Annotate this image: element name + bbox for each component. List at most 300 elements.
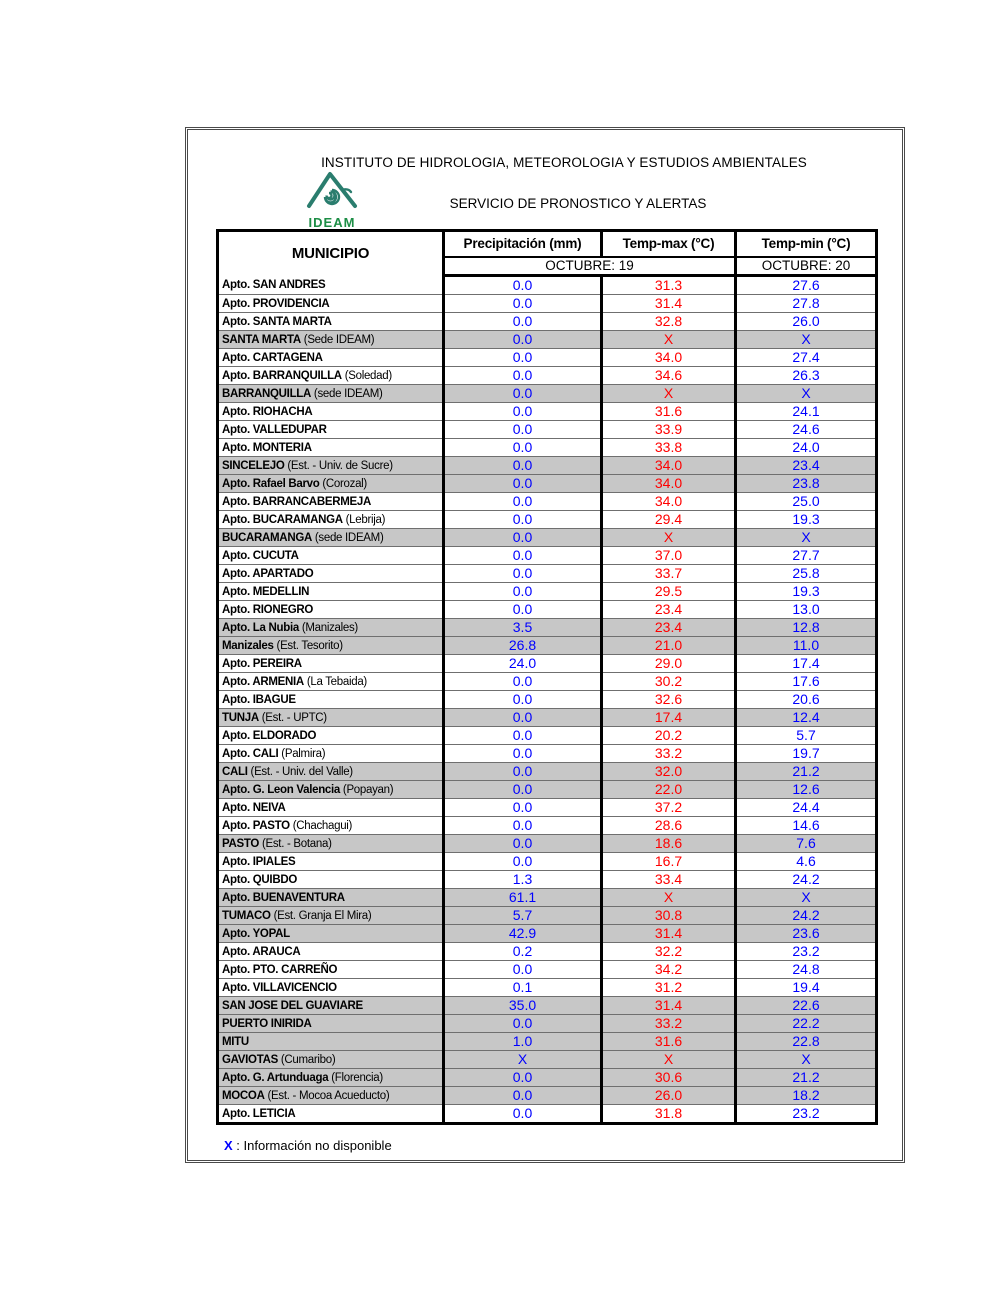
municipio-name: Apto. ARMENIA [222,675,304,688]
municipio-cell [218,547,444,565]
municipio-name: Apto. SANTA MARTA [222,315,332,328]
table-row [218,331,877,349]
table-row [218,1087,877,1105]
precip-value: 0.0 [444,745,602,763]
table-row [218,781,877,799]
precip-value: 0.0 [444,1069,602,1087]
precip-value: 1.0 [444,1033,602,1051]
municipio-name: Apto. IPIALES [222,855,296,868]
column-header-municipio: MUNICIPIO [218,231,444,276]
tmax-value: 30.2 [602,673,736,691]
municipio-note: (sede IDEAM) [311,387,383,400]
municipio-cell [218,313,444,331]
precip-value: 0.0 [444,853,602,871]
tmax-value: 31.8 [602,1105,736,1124]
municipio-cell [218,889,444,907]
precip-value: 0.0 [444,313,602,331]
table-row [218,349,877,367]
municipio-cell [218,403,444,421]
municipio-cell [218,1087,444,1105]
municipio-note: (Palmira) [278,747,326,760]
tmax-value: 29.0 [602,655,736,673]
precip-value: 0.0 [444,421,602,439]
tmin-value: 23.2 [736,943,877,961]
tmax-value: 28.6 [602,817,736,835]
tmin-value: 18.2 [736,1087,877,1105]
tmax-value: 21.0 [602,637,736,655]
tmin-value: 22.8 [736,1033,877,1051]
precip-value: 26.8 [444,637,602,655]
tmax-value: 23.4 [602,601,736,619]
table-row [218,1033,877,1051]
municipio-note: (La Tebaida) [303,675,367,688]
table-row [218,943,877,961]
tmax-value: 37.0 [602,547,736,565]
tmin-value: 21.2 [736,1069,877,1087]
table-row [218,1051,877,1069]
precip-value: 0.0 [444,727,602,745]
precip-value: 0.0 [444,493,602,511]
municipio-cell [218,529,444,547]
tmax-value: X [602,331,736,349]
municipio-name: Apto. RIONEGRO [222,603,313,616]
tmin-value: X [736,1051,877,1069]
municipio-cell [218,385,444,403]
tmin-value: 13.0 [736,601,877,619]
tmin-value: X [736,529,877,547]
municipio-cell [218,1051,444,1069]
tmin-value: 5.7 [736,727,877,745]
tmin-value: 22.2 [736,1015,877,1033]
municipio-note: (Est. - Mocoa Acueducto) [264,1089,390,1102]
municipio-name: Apto. G. Artunduaga [222,1071,329,1084]
precip-value: 0.0 [444,385,602,403]
table-row [218,276,877,295]
municipio-cell [218,367,444,385]
municipio-cell [218,619,444,637]
tmin-value: 19.4 [736,979,877,997]
municipio-cell [218,997,444,1015]
municipio-cell [218,907,444,925]
precip-value: 0.0 [444,439,602,457]
tmax-value: 20.2 [602,727,736,745]
table-row [218,673,877,691]
tmax-value: 31.4 [602,997,736,1015]
municipio-name: Apto. SAN ANDRES [222,278,326,291]
table-row [218,295,877,313]
tmin-value: 24.4 [736,799,877,817]
tmax-value: 16.7 [602,853,736,871]
tmin-value: 25.8 [736,565,877,583]
municipio-cell [218,943,444,961]
table-row [218,457,877,475]
table-row [218,439,877,457]
tmax-value: 31.4 [602,295,736,313]
tmin-value: 12.8 [736,619,877,637]
municipio-name: MITU [222,1035,249,1048]
municipio-note: (Soledad) [341,369,392,382]
precip-value: 0.0 [444,529,602,547]
tmax-value: 34.0 [602,493,736,511]
tmin-value: X [736,331,877,349]
table-row [218,799,877,817]
date-header-octubre-19: OCTUBRE: 19 [444,257,736,276]
municipio-name: Apto. La Nubia [222,621,299,634]
precip-value: 0.0 [444,763,602,781]
municipio-note: (Est. - UPTC) [258,711,327,724]
precip-value: 1.3 [444,871,602,889]
table-row [218,637,877,655]
municipio-cell [218,709,444,727]
municipio-cell [218,871,444,889]
precip-value: 0.0 [444,583,602,601]
precip-value: 0.0 [444,835,602,853]
table-row [218,1105,877,1124]
municipio-cell [218,691,444,709]
table-row [218,979,877,997]
municipio-name: Apto. LETICIA [222,1107,296,1120]
tmin-value: 26.3 [736,367,877,385]
tmin-value: 19.7 [736,745,877,763]
precip-value: 0.0 [444,709,602,727]
municipio-note: (Corozal) [319,477,367,490]
municipio-name: Apto. VILLAVICENCIO [222,981,337,994]
municipio-cell [218,853,444,871]
precip-value: 0.0 [444,799,602,817]
precip-value: 42.9 [444,925,602,943]
municipio-name: Apto. IBAGUE [222,693,296,706]
tmax-value: 31.4 [602,925,736,943]
precip-value: 0.0 [444,331,602,349]
tmax-value: 34.2 [602,961,736,979]
tmin-value: 17.6 [736,673,877,691]
tmax-value: 34.0 [602,457,736,475]
tmax-value: 26.0 [602,1087,736,1105]
tmin-value: 27.4 [736,349,877,367]
municipio-cell [218,349,444,367]
municipio-name: Apto. APARTADO [222,567,314,580]
precip-value: 0.1 [444,979,602,997]
tmin-value: 17.4 [736,655,877,673]
tmax-value: X [602,385,736,403]
table-row [218,727,877,745]
table-row [218,835,877,853]
tmax-value: 33.9 [602,421,736,439]
tmin-value: 7.6 [736,835,877,853]
tmin-value: 26.0 [736,313,877,331]
municipio-cell [218,673,444,691]
municipio-name: Manizales [222,639,274,652]
municipio-name: Apto. ARAUCA [222,945,301,958]
municipio-note: (Florencia) [328,1071,383,1084]
table-row [218,367,877,385]
tmin-value: 23.8 [736,475,877,493]
municipio-name: PASTO [222,837,260,850]
precip-value: 0.0 [444,601,602,619]
municipio-note: (Est. - Univ. de Sucre) [284,459,393,472]
precip-value: 0.0 [444,295,602,313]
municipio-name: Apto. BARRANCABERMEJA [222,495,371,508]
tmin-value: 24.6 [736,421,877,439]
tmax-value: 31.3 [602,276,736,295]
tmin-value: 11.0 [736,637,877,655]
tmax-value: 32.6 [602,691,736,709]
table-row [218,763,877,781]
report-frame [185,127,905,1163]
municipio-cell [218,421,444,439]
table-row [218,421,877,439]
tmin-value: 27.8 [736,295,877,313]
tmin-value: 14.6 [736,817,877,835]
tmin-value: 27.7 [736,547,877,565]
tmax-value: 37.2 [602,799,736,817]
municipio-cell [218,475,444,493]
municipio-cell [218,781,444,799]
table-body [218,276,877,1124]
ideam-logo-icon [306,168,358,219]
tmin-value: X [736,385,877,403]
municipio-name: Apto. G. Leon Valencia [222,783,341,796]
municipio-cell [218,745,444,763]
column-header-temp-min: Temp-min (°C) [736,231,877,257]
table-row [218,385,877,403]
tmax-value: 34.0 [602,349,736,367]
table-row [218,871,877,889]
precip-value: 0.0 [444,817,602,835]
tmin-value: 12.4 [736,709,877,727]
tmax-value: 33.8 [602,439,736,457]
precip-value: 0.0 [444,349,602,367]
tmin-value: 4.6 [736,853,877,871]
tmax-value: 18.6 [602,835,736,853]
table-row [218,907,877,925]
municipio-cell [218,655,444,673]
municipio-name: TUMACO [222,909,271,922]
precip-value: 0.0 [444,457,602,475]
tmax-value: 31.6 [602,1033,736,1051]
table-row [218,511,877,529]
tmax-value: 32.8 [602,313,736,331]
tmax-value: X [602,529,736,547]
tmax-value: 34.6 [602,367,736,385]
tmin-value: 24.2 [736,871,877,889]
tmax-value: 29.5 [602,583,736,601]
tmax-value: 30.6 [602,1069,736,1087]
tmax-value: 31.6 [602,403,736,421]
municipio-note: (Popayan) [340,783,394,796]
date-header-octubre-20: OCTUBRE: 20 [736,257,877,276]
municipio-name: CALI [222,765,248,778]
tmin-value: X [736,889,877,907]
municipio-cell [218,1105,444,1124]
tmax-value: 33.4 [602,871,736,889]
tmax-value: X [602,1051,736,1069]
municipio-note: (Est. Granja El Mira) [270,909,372,922]
municipio-cell [218,1015,444,1033]
municipio-name: GAVIOTAS [222,1053,278,1066]
municipio-name: Apto. MONTERIA [222,441,312,454]
table-row [218,817,877,835]
municipio-name: SAN JOSE DEL GUAVIARE [222,999,363,1012]
municipio-name: Apto. PEREIRA [222,657,302,670]
tmax-value: 33.2 [602,1015,736,1033]
tmin-value: 23.4 [736,457,877,475]
municipio-name: TUNJA [222,711,259,724]
page-subtitle: SERVICIO DE PRONOSTICO Y ALERTAS [449,196,707,211]
precip-value: 35.0 [444,997,602,1015]
tmax-value: 31.2 [602,979,736,997]
municipio-note: (Sede IDEAM) [300,333,375,346]
table-row [218,997,877,1015]
municipio-name: BARRANQUILLA [222,387,312,400]
tmax-value: 32.0 [602,763,736,781]
municipio-cell [218,979,444,997]
table-row [218,1015,877,1033]
tmin-value: 24.8 [736,961,877,979]
precip-value: 0.0 [444,1087,602,1105]
precip-value: 0.0 [444,1105,602,1124]
precip-value: 0.0 [444,673,602,691]
table-row [218,925,877,943]
municipio-name: MOCOA [222,1089,265,1102]
municipio-cell [218,295,444,313]
municipio-cell [218,276,444,295]
municipio-name: BUCARAMANGA [222,531,312,544]
tmin-value: 25.0 [736,493,877,511]
municipio-cell [218,637,444,655]
tmin-value: 12.6 [736,781,877,799]
municipio-cell [218,583,444,601]
municipio-name: Apto. YOPAL [222,927,290,940]
table-row [218,601,877,619]
tmax-value: 22.0 [602,781,736,799]
municipio-cell [218,601,444,619]
table-row [218,583,877,601]
municipio-name: Apto. CALI [222,747,279,760]
table-row [218,709,877,727]
table-row [218,403,877,421]
precip-value: 3.5 [444,619,602,637]
tmax-value: 29.4 [602,511,736,529]
tmax-value: 33.2 [602,745,736,763]
municipio-name: Apto. QUIBDO [222,873,297,886]
municipio-cell [218,727,444,745]
municipio-name: Apto. MEDELLIN [222,585,310,598]
municipio-note: (Est. - Univ. del Valle) [247,765,353,778]
table-row [218,691,877,709]
municipio-cell [218,763,444,781]
tmin-value: 23.6 [736,925,877,943]
table-row [218,655,877,673]
table-row [218,961,877,979]
forecast-table [216,229,878,1125]
precip-value: 0.0 [444,367,602,385]
tmin-value: 24.1 [736,403,877,421]
tmax-value: 30.8 [602,907,736,925]
municipio-note: (Est. - Botana) [259,837,332,850]
column-header-temp-max: Temp-max (°C) [602,231,736,257]
municipio-name: Apto. PTO. CARREÑO [222,963,338,976]
municipio-cell [218,1033,444,1051]
precip-value: 0.0 [444,511,602,529]
tmax-value: 23.4 [602,619,736,637]
tmax-value: 34.0 [602,475,736,493]
precip-value: 61.1 [444,889,602,907]
municipio-cell [218,439,444,457]
precip-value: 0.0 [444,781,602,799]
precip-value: 0.0 [444,403,602,421]
table-row [218,529,877,547]
municipio-cell [218,493,444,511]
municipio-cell [218,961,444,979]
tmax-value: 32.2 [602,943,736,961]
precip-value: 0.2 [444,943,602,961]
table-row [218,313,877,331]
municipio-cell [218,331,444,349]
municipio-note: (Chachagui) [289,819,353,832]
table-row [218,745,877,763]
municipio-name: Apto. BUCARAMANGA [222,513,343,526]
municipio-name: Apto. Rafael Barvo [222,477,320,490]
municipio-cell [218,925,444,943]
ideam-logo-text: IDEAM [308,215,356,230]
tmax-value: X [602,889,736,907]
municipio-note: (Lebrija) [342,513,386,526]
precip-value: 0.0 [444,276,602,295]
municipio-name: Apto. CARTAGENA [222,351,323,364]
precip-value: 0.0 [444,691,602,709]
table-row [218,889,877,907]
municipio-name: Apto. PROVIDENCIA [222,297,330,310]
municipio-name: PUERTO INIRIDA [222,1017,312,1030]
precip-value: 0.0 [444,565,602,583]
precip-value: 5.7 [444,907,602,925]
municipio-name: Apto. RIOHACHA [222,405,313,418]
municipio-name: Apto. ELDORADO [222,729,317,742]
tmax-value: 17.4 [602,709,736,727]
municipio-name: Apto. BUENAVENTURA [222,891,345,904]
municipio-name: Apto. NEIVA [222,801,286,814]
municipio-note: (Manizales) [298,621,358,634]
municipio-name: SANTA MARTA [222,333,301,346]
tmax-value: 33.7 [602,565,736,583]
precip-value: 0.0 [444,475,602,493]
tmin-value: 22.6 [736,997,877,1015]
tmin-value: 20.6 [736,691,877,709]
table-row [218,547,877,565]
legend [224,1138,392,1153]
municipio-name: Apto. BARRANQUILLA [222,369,342,382]
municipio-name: SINCELEJO [222,459,285,472]
precip-value: 0.0 [444,1015,602,1033]
municipio-name: Apto. PASTO [222,819,290,832]
header-row [218,231,877,257]
municipio-cell [218,1069,444,1087]
table-row [218,853,877,871]
municipio-note: (Cumaribo) [277,1053,336,1066]
municipio-cell [218,799,444,817]
municipio-note: (sede IDEAM) [311,531,384,544]
precip-value: 0.0 [444,961,602,979]
tmin-value: 24.0 [736,439,877,457]
page-title: INSTITUTO DE HIDROLOGIA, METEOROLOGIA Y ESTUDIOS AMBIENTALES [321,155,807,170]
column-header-precipitacion: Precipitación (mm) [444,231,602,257]
municipio-cell [218,817,444,835]
table-row [218,565,877,583]
tmin-value: 21.2 [736,763,877,781]
tmin-value: 19.3 [736,511,877,529]
precip-value: X [444,1051,602,1069]
